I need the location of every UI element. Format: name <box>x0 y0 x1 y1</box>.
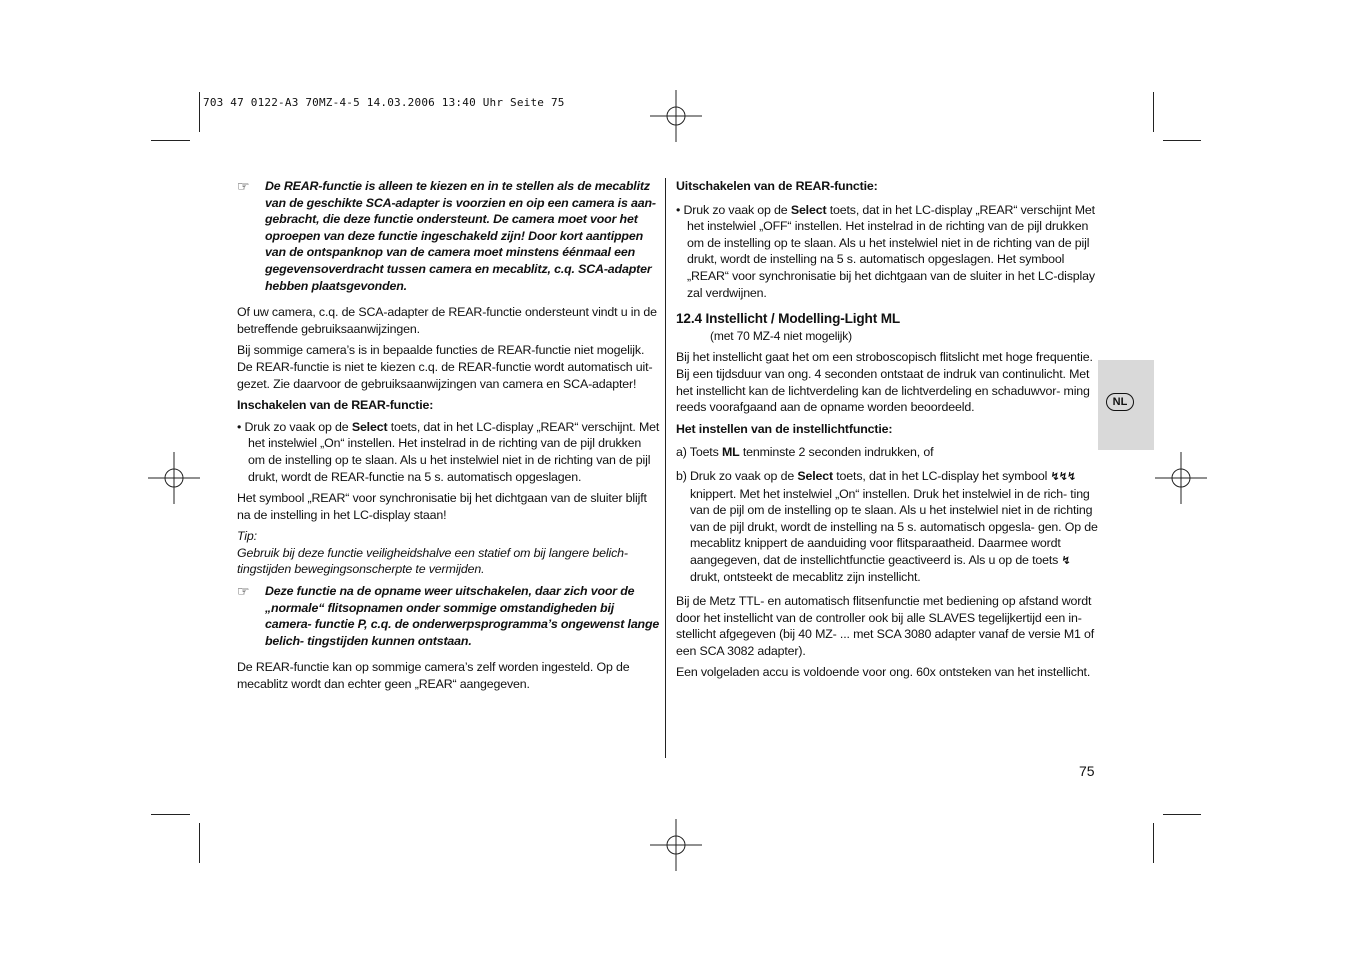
bullet-text: • Druk zo vaak op de <box>237 419 352 434</box>
crop-mark <box>199 823 200 863</box>
left-column <box>237 178 661 693</box>
bullet-text: • Druk zo vaak op de <box>676 202 791 217</box>
tip-label: Tip: <box>237 529 257 544</box>
subheading: Het instellen van de instellichtfunctie: <box>676 421 893 436</box>
column-divider <box>665 178 666 758</box>
paragraph: Bij het instellicht gaat het om een stroboscopisch flitslicht met hoge frequentie. Bij een tijdsduur van ong. 4 seconden ontstaat de indruk van continulicht. Met het instellicht kan de lichtverdeling kan de lichtverdeling en schaduwvor- ming reeds voorafgaand aan de opname worden beoordeeld. <box>676 350 1093 415</box>
bullet-item <box>676 202 1100 302</box>
pointing-hand-icon: ☞ <box>237 178 250 194</box>
registration-mark-icon <box>650 819 702 871</box>
list-text: tenminste 2 seconden indrukken, of <box>739 445 934 460</box>
list-text: toets, dat in het LC-display het symbool <box>832 468 1051 483</box>
paragraph: Bij de Metz TTL- en automatisch flitsenfunctie met bediening op afstand wordt door het instellicht van de controller ook bij alle SLAVES tegelijkertijd een in- stellicht afgegeven (bij 40 MZ- ... met SCA 3080 adapter vanaf de versie M1 of een SCA 3082 adapter). <box>676 594 1095 658</box>
pointing-hand-icon: ☞ <box>237 583 250 600</box>
tip-text: Gebruik bij deze functie veiligheidshalve een statief om bij langere belich- tingstijden bewegingsonscherpte te vermijden. <box>237 545 628 577</box>
select-key-label: Select <box>797 468 833 483</box>
crop-mark <box>1153 92 1154 132</box>
crop-mark <box>151 140 190 141</box>
list-text: knippert. Met het instelwiel „On“ instellen. Druk het instelwiel in de rich- ting van de pijl om de instelling op te slaan. Als u het instelwiel niet in de richting van de pijl drukt, wordt de instelling na 5 s. automatisch opgesla- gen. Op de mecablitz knippert de aanduiding voor flitsparaatheid. Daarmee wordt aangegeven, dat de instellichtfunctie geactiveerd is. Als u op de toets <box>690 486 1098 567</box>
crop-mark <box>1163 140 1201 141</box>
paragraph: De REAR-functie kan op sommige camera’s zelf worden ingesteld. Op de mecablitz wordt dan echter geen „REAR“ aangegeven. <box>237 660 630 692</box>
list-text: a) Toets <box>676 445 722 460</box>
list-item-b <box>676 468 1100 586</box>
crop-mark <box>1163 814 1201 815</box>
ml-key-label: ML <box>721 445 740 460</box>
crop-mark <box>1153 823 1154 863</box>
note-text: De REAR-functie is alleen te kiezen en in te stellen als de mecablitz van de geschikte SCA-adapter is voorzien en oip een camera is aan- gebracht, die deze functie ondersteunt. De camera moet voor het oproepen van deze functie ingeschakeld zijn! Door kort aantippen van de ontspanknop van de camera moet minstens éénmaal een gegevensoverdracht tussen camera en mecablitz, c.q. SCA-adapter hebben plaatsgevonden. <box>265 179 656 293</box>
select-key-label: Select <box>351 419 388 434</box>
select-key-label: Select <box>790 202 827 217</box>
registration-mark-icon <box>148 452 200 504</box>
registration-mark-icon <box>650 90 702 142</box>
bullet-text: toets, dat in het LC-display „REAR“ verschijnt. Met het instelwiel „On“ instellen. Het instelrad in de richting van de pijl drukken om de instelling op te slaan. Als u het instelwiel niet in de richting van de pijl drukt, wordt de REAR-functie na 5 s. automatisch opgeslagen. <box>248 419 660 484</box>
crop-mark <box>199 92 200 132</box>
right-column <box>676 178 1100 681</box>
list-text: b) Druk zo vaak op de <box>676 468 798 483</box>
list-text: drukt, ontsteekt de mecablitz zijn instellicht. <box>690 570 921 585</box>
note-text: Deze functie na de opname weer uitschakelen, daar zich voor de „normale“ flitsopnamen onder sommige omstandigheden bij camera- functie P, c.q. de onderwerpsprogramma’s ongewenst lange belich- tingstijden kunnen ontstaan. <box>265 584 660 648</box>
flash-bolt-icon: ↯ <box>1061 554 1070 567</box>
paragraph: Bij sommige camera’s is in bepaalde functies de REAR-functie niet mogelijk. De REAR-functie is niet te kiezen c.q. de REAR-functie wordt automatisch uit- gezet. Zie daarvoor de gebruiksaanwijzingen van camera en SCA-adapter! <box>237 343 653 391</box>
language-badge: NL <box>1106 393 1134 411</box>
subheading: Uitschakelen van de REAR-functie: <box>676 179 878 193</box>
note-rear-requirements <box>237 178 661 294</box>
section-title: 12.4 Instellicht / Modelling-Light ML <box>676 311 901 327</box>
registration-mark-icon <box>1155 452 1207 504</box>
section-subtitle: (met 70 MZ-4 niet mogelijk) <box>710 328 852 343</box>
page-number: 75 <box>1079 763 1095 779</box>
paragraph: Of uw camera, c.q. de SCA-adapter de REAR-functie ondersteunt vindt u in de betreffende gebruiksaanwijzingen. <box>237 305 657 336</box>
bullet-item <box>237 419 661 485</box>
flash-lightning-icon: ↯↯↯ <box>1050 470 1076 483</box>
bullet-text: toets, dat in het LC-display „REAR“ verschijnt Met het instelwiel „OFF“ instellen. Het instelrad in de richting van de pijl drukken om de instelling op te slaan. Als u het instelwiel niet in de richting van de pijl drukt, wordt de instelling na 5 s. automatisch opgeslagen. Het symbool „REAR“ voor synchronisatie bij het dichtgaan van de sluiter in het LC-display zal verdwijnen. <box>687 202 1095 300</box>
paragraph: Een volgeladen accu is voldoende voor ong. 60x ontsteken van het instellicht. <box>676 665 1091 680</box>
note-switch-off <box>237 583 661 649</box>
print-header: 703 47 0122-A3 70MZ-4-5 14.03.2006 13:40 Uhr Seite 75 <box>203 96 565 109</box>
list-item-a <box>676 444 1100 461</box>
crop-mark <box>151 814 190 815</box>
subheading: Inschakelen van de REAR-functie: <box>237 398 434 413</box>
paragraph: Het symbool „REAR“ voor synchronisatie bij het dichtgaan van de sluiter blijft na de instelling in het LC-display staan! <box>237 491 647 522</box>
